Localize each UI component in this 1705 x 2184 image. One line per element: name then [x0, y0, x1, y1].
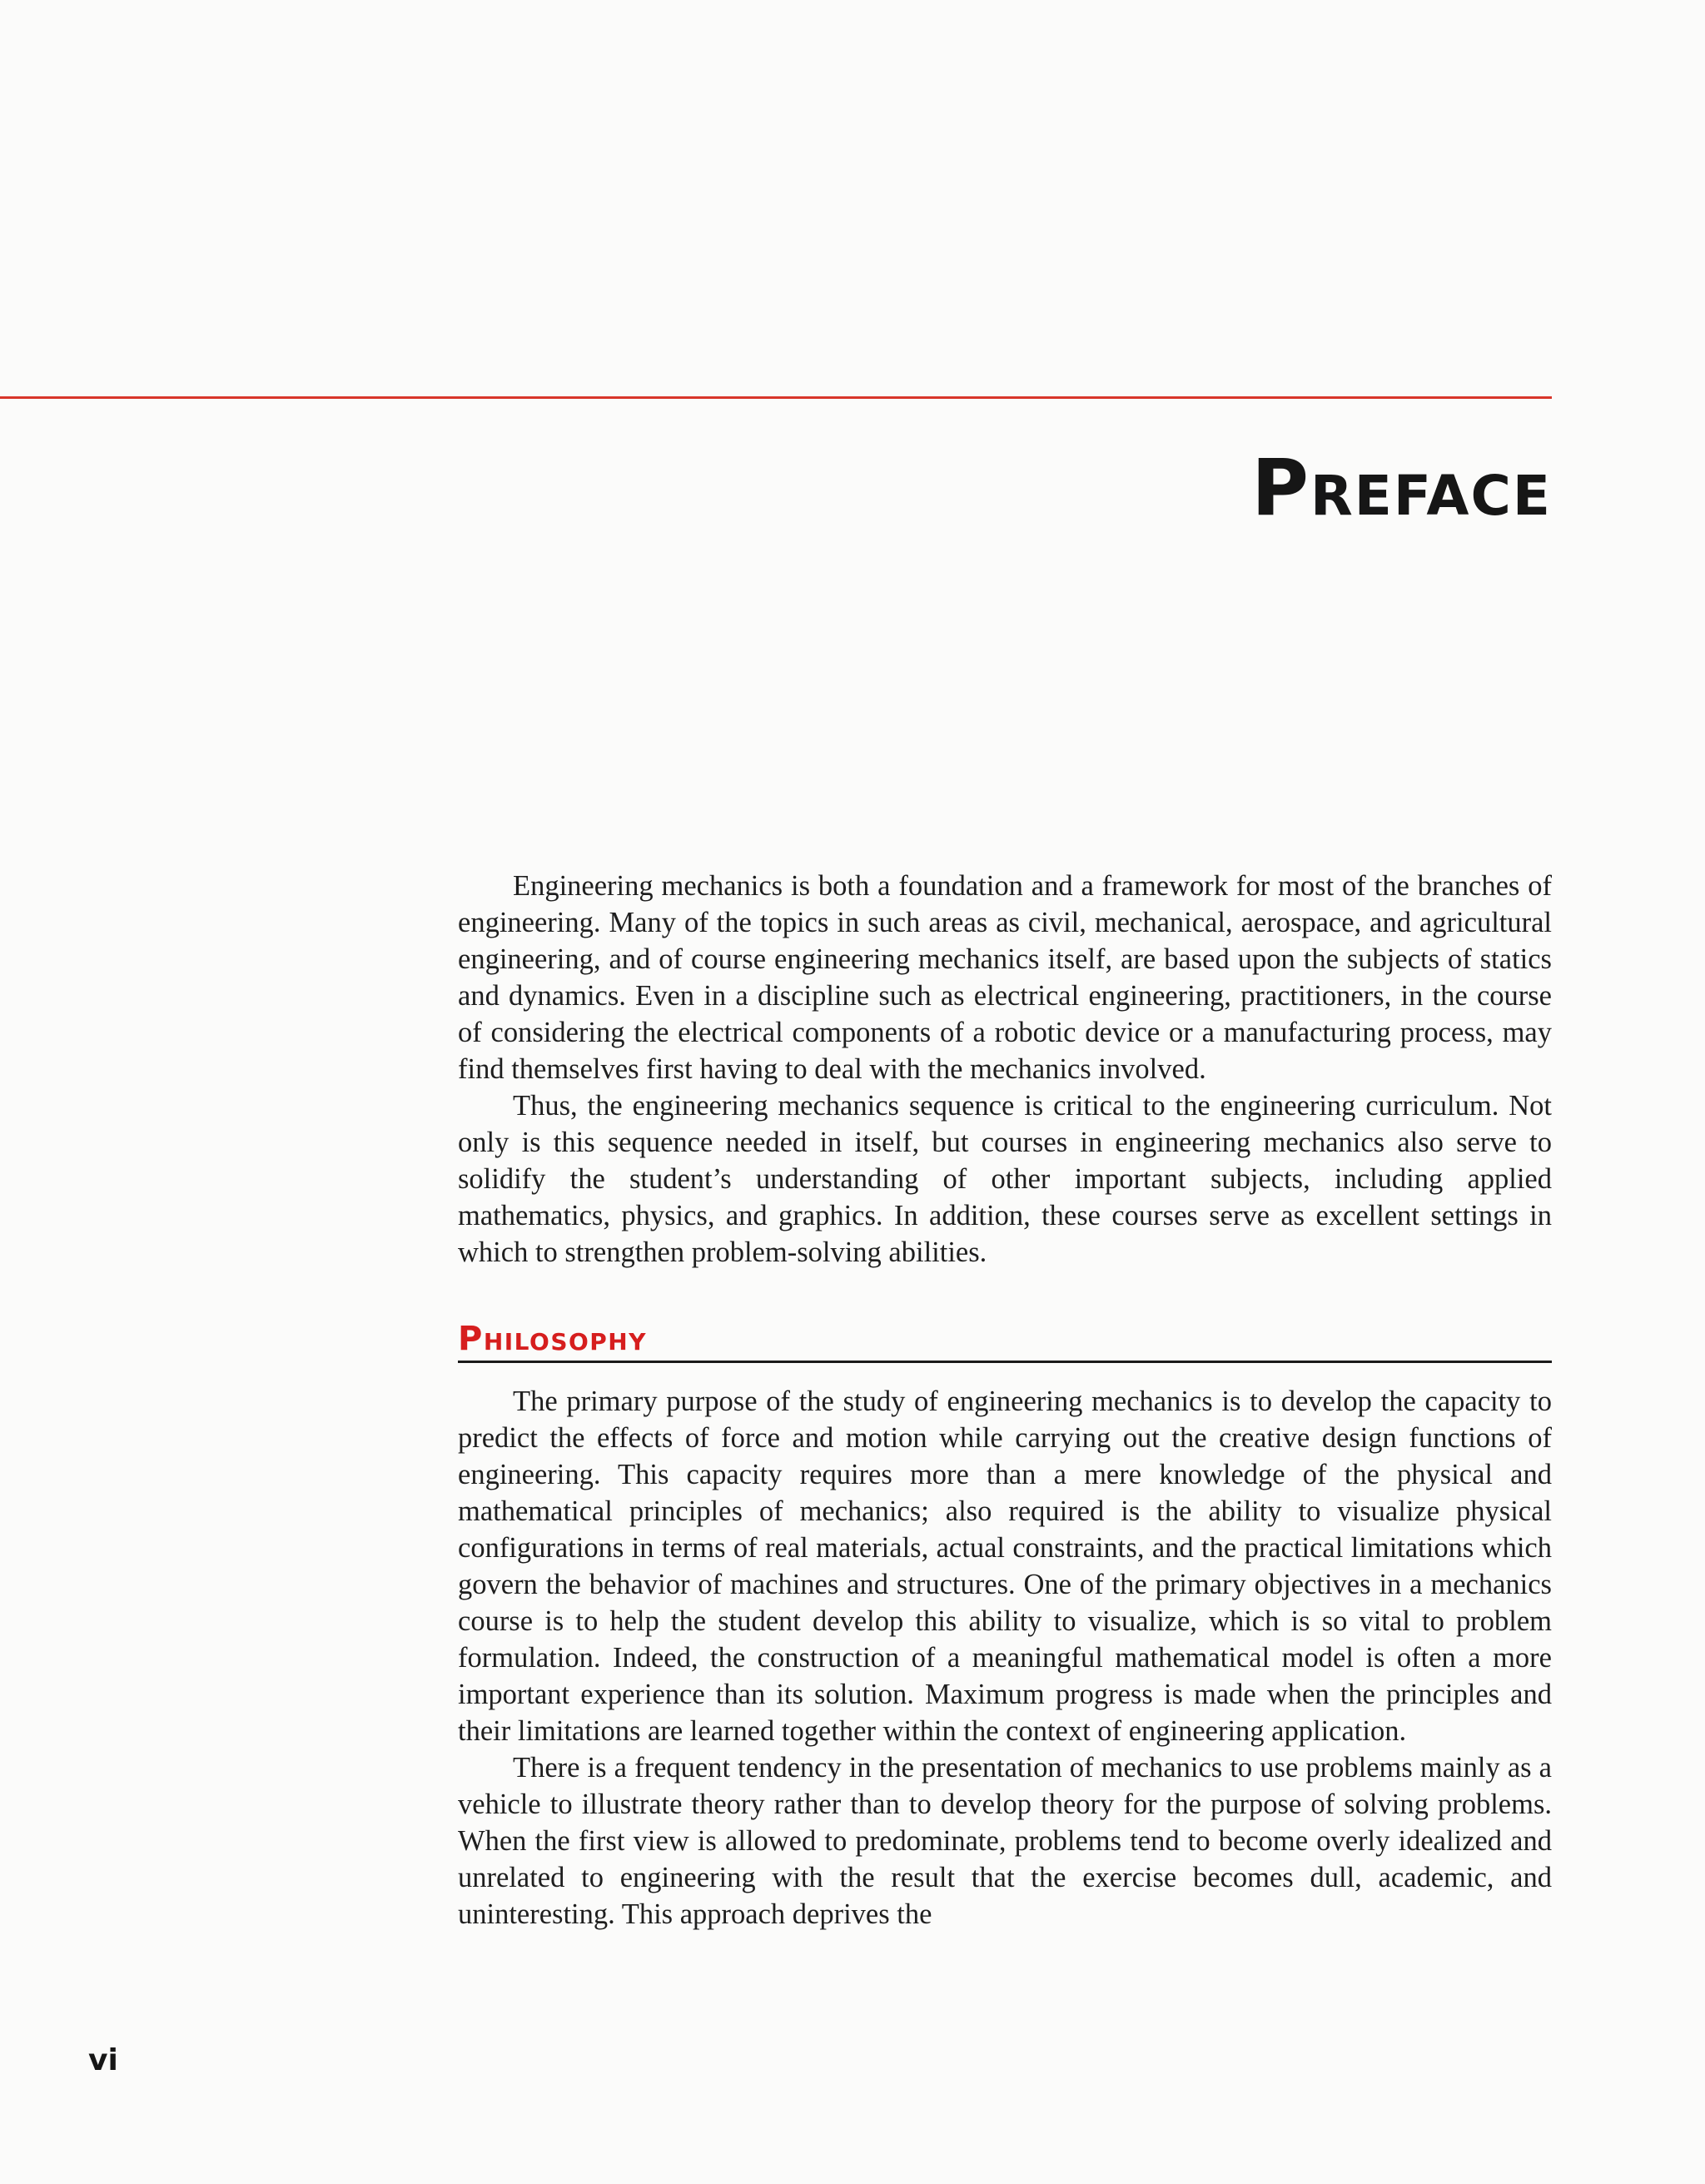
page-number: vi	[88, 2043, 118, 2077]
intro-paragraph-2: Thus, the engineering mechanics sequence is critical to the engineering curriculum. Not only is this sequence needed in itself, but courses in engineering mechanics also serve to solidify the student’s understanding of other important subjects, including applied mathematics, physics, and graphics. In addition, these courses serve as excellent settings in which to strengthen problem-solving abilities.	[458, 1090, 1552, 1268]
main-text-column	[458, 868, 1552, 1933]
philosophy-paragraph-2: There is a frequent tendency in the presentation of mechanics to use problems mainly as a vehicle to illustrate theory rather than to develop theory for the purpose of solving problems. When the first view is allowed to predominate, problems tend to become overly idealized and unrelated to engineering with the result that the exercise becomes dull, academic, and uninteresting. This approach deprives the	[458, 1752, 1552, 1930]
chapter-title: Preface	[1251, 443, 1552, 534]
intro-paragraph-1: Engineering mechanics is both a foundation and a framework for most of the branches of engineering. Many of the topics in such areas as civil, mechanical, aerospace, and agricultural engineering, and of course engineering mechanics itself, are based upon the subjects of statics and dynamics. Even in a discipline such as electrical engineering, practitioners, in the course of considering the electrical components of a robotic device or a manufacturing process, may find themselves first having to deal with the mechanics involved.	[458, 870, 1552, 1085]
chapter-top-rule	[0, 396, 1552, 399]
section-heading-philosophy: Philosophy	[458, 1321, 1552, 1363]
philosophy-paragraph-1: The primary purpose of the study of engineering mechanics is to develop the capacity to predict the effects of force and motion while carrying out the creative design functions of engineering. This capacity requires more than a mere knowledge of the physical and mathematical principles of mechanics; also required is the ability to visualize physical configurations in terms of real materials, actual constraints, and the practical limitations which govern the behavior of machines and structures. One of the primary objectives in a mechanics course is to help the student develop this ability to visualize, which is so vital to problem formulation. Indeed, the construction of a meaningful mathematical model is often a more important experience than its solution. Maximum progress is made when the principles and their limitations are learned together within the context of engineering application.	[458, 1386, 1552, 1747]
